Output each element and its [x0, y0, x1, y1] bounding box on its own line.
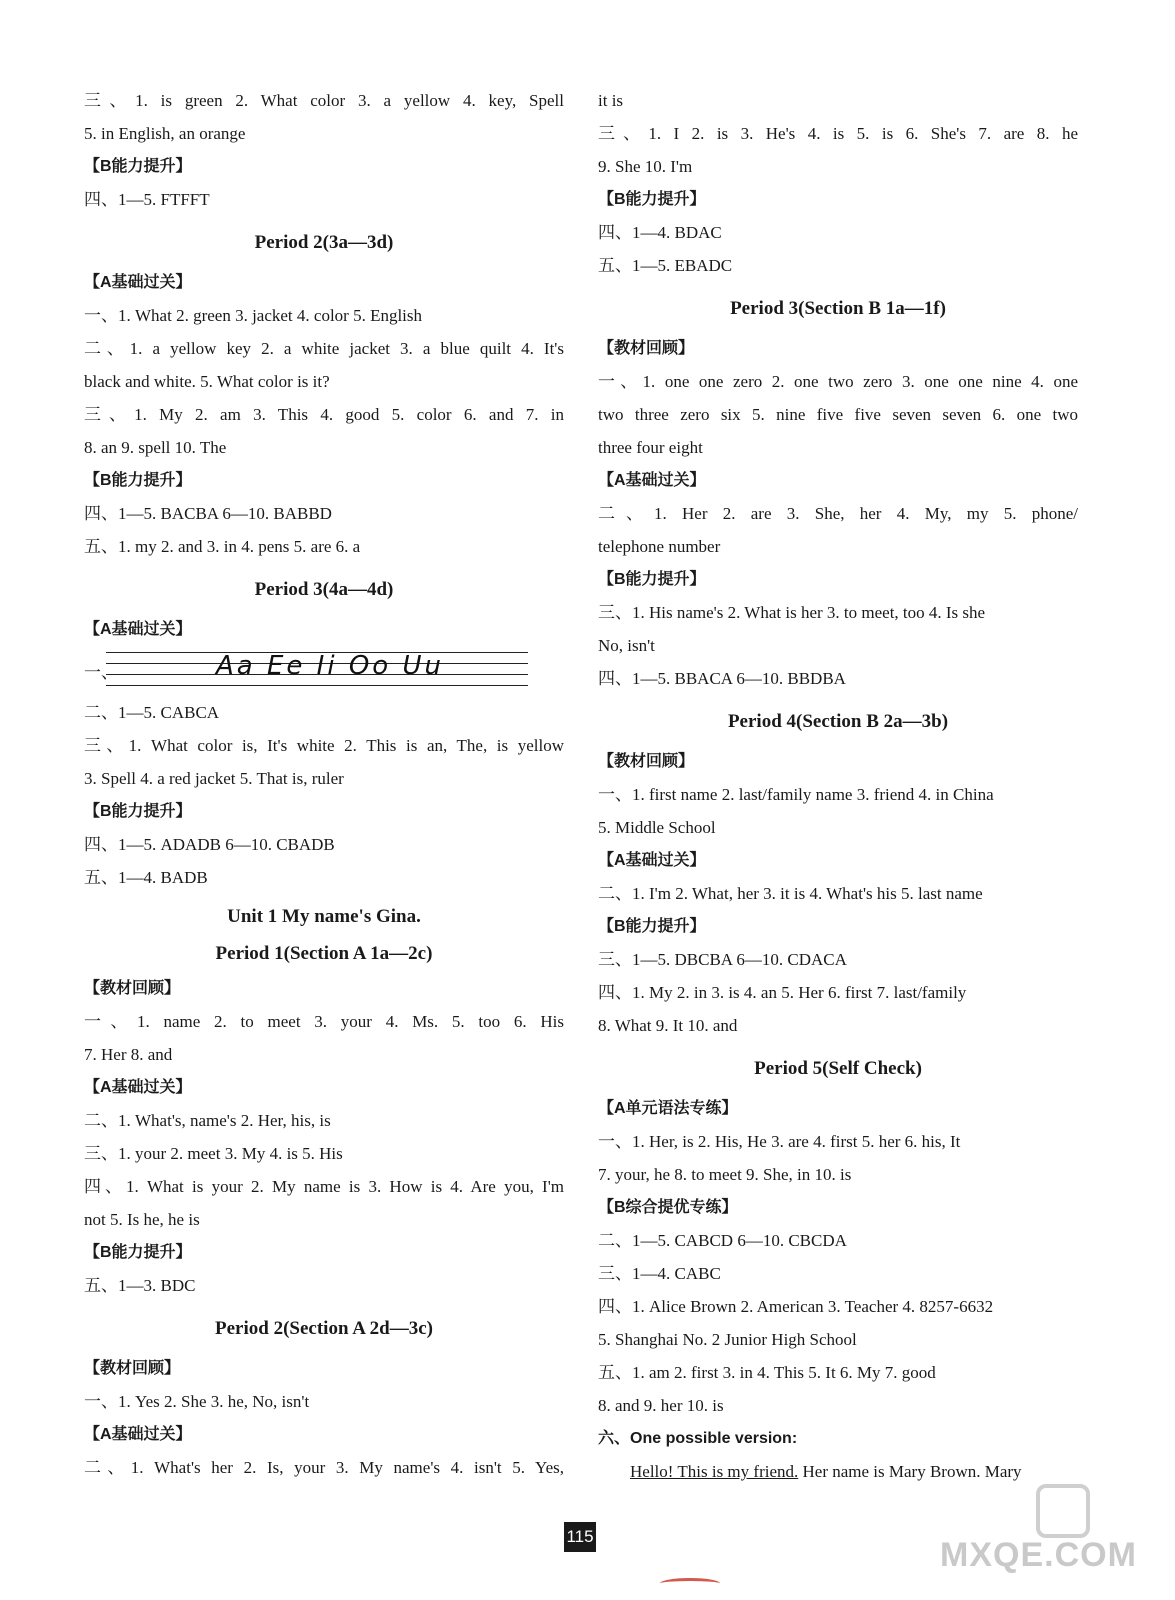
- answer-line: black and white. 5. What color is it?: [84, 372, 330, 391]
- right-column: [598, 84, 1078, 1488]
- answer-line: 7. Her 8. and: [84, 1045, 173, 1064]
- handwritten-vowels: Aa Ee Ii Oo Uu: [216, 651, 444, 681]
- section-label: 【B能力提升】: [84, 158, 192, 175]
- section-label: 【B能力提升】: [598, 191, 706, 208]
- answer-line: 5. Shanghai No. 2 Junior High School: [598, 1330, 857, 1349]
- section-label: 【教材回顾】: [84, 1360, 181, 1377]
- answer-line: 四、1—5. FTFFT: [84, 190, 210, 209]
- answer-line: 四、1—5. BACBA 6—10. BABBD: [84, 504, 332, 523]
- section-label: 【B能力提升】: [598, 918, 706, 935]
- answer-line: 五、1. am 2. first 3. in 4. This 5. It 6. My 7. good: [598, 1363, 936, 1382]
- answer-line: not 5. Is he, he is: [84, 1210, 200, 1229]
- answer-line: 二、1—5. CABCA: [84, 703, 220, 722]
- answer-line: 8. an 9. spell 10. The: [84, 438, 227, 457]
- period-heading: Period 3(4a—4d): [254, 579, 394, 600]
- answer-line: 四、1—4. BDAC: [598, 223, 722, 242]
- answer-line: 三、1—4. CABC: [598, 1264, 721, 1283]
- watermark: [940, 1484, 1160, 1584]
- answer-line: 三、1. I 2. is 3. He's 4. is 5. is 6. She's 7. are 8. he: [598, 124, 1078, 143]
- period-heading: Period 2(Section A 2d—3c): [215, 1318, 433, 1339]
- section-label: 【教材回顾】: [84, 980, 181, 997]
- answer-line: 3. Spell 4. a red jacket 5. That is, ruler: [84, 769, 344, 788]
- answer-line: 三、1. your 2. meet 3. My 4. is 5. His: [84, 1144, 343, 1163]
- answer-line: 5. Middle School: [598, 818, 716, 837]
- section-label: 【A基础过关】: [84, 274, 192, 291]
- answer-line: 二、1. I'm 2. What, her 3. it is 4. What's his 5. last name: [598, 884, 983, 903]
- section-label: 【教材回顾】: [598, 340, 695, 357]
- answer-line: 五、1—5. EBADC: [598, 256, 733, 275]
- section-label: 【A基础过关】: [84, 1426, 192, 1443]
- left-column: [84, 84, 564, 1484]
- answer-line: 二、1. What's her 2. Is, your 3. My name's 4. isn't 5. Yes,: [84, 1458, 564, 1477]
- answer-line: 一、1. one one zero 2. one two zero 3. one one nine 4. one: [598, 372, 1078, 391]
- answer-line: 二、1. a yellow key 2. a white jacket 3. a blue quilt 4. It's: [84, 339, 564, 358]
- handwriting-guide-lines: [106, 652, 528, 686]
- period-heading: Period 5(Self Check): [754, 1058, 922, 1079]
- section-label: 【A基础过关】: [84, 1079, 192, 1096]
- answer-line: 一、1. name 2. to meet 3. your 4. Ms. 5. too 6. His: [84, 1012, 564, 1031]
- answer-line: 9. She 10. I'm: [598, 157, 693, 176]
- handwriting-row: [84, 646, 564, 696]
- answer-line: 三、1. His name's 2. What is her 3. to meet, too 4. Is she: [598, 603, 986, 622]
- section-label: 六、One possible version:: [598, 1430, 798, 1447]
- answer-line: 五、1. my 2. and 3. in 4. pens 5. are 6. a: [84, 537, 361, 556]
- period-heading: Period 1(Section A 1a—2c): [215, 943, 433, 964]
- period-heading: Period 4(Section B 2a—3b): [727, 711, 949, 732]
- answer-line: 五、1—3. BDC: [84, 1276, 196, 1295]
- section-label: 【A单元语法专练】: [598, 1100, 738, 1117]
- answer-line: 四、1. What is your 2. My name is 3. How is 4. Are you, I'm: [84, 1177, 564, 1196]
- answer-line: 一、1. Yes 2. She 3. he, No, isn't: [84, 1392, 310, 1411]
- answer-line: 8. and 9. her 10. is: [598, 1396, 724, 1415]
- essay-text: Her name is Mary Brown. Mary: [798, 1462, 1022, 1481]
- answer-line: 三、1. is green 2. What color 3. a yellow 4. key, Spell: [84, 91, 564, 110]
- answer-line: 二、1. What's, name's 2. Her, his, is: [84, 1111, 331, 1130]
- answer-line: 二、1. Her 2. are 3. She, her 4. My, my 5. phone/: [598, 504, 1078, 523]
- answer-line: 四、1—5. ADADB 6—10. CBADB: [84, 835, 335, 854]
- watermark-text: MXQE.COM: [940, 1536, 1137, 1574]
- answer-line: 8. What 9. It 10. and: [598, 1016, 738, 1035]
- answer-line: it is: [598, 91, 624, 110]
- watermark-logo-icon: [1036, 1484, 1090, 1538]
- answer-line: 7. your, he 8. to meet 9. She, in 10. is: [598, 1165, 852, 1184]
- answer-line: 四、1—5. BBACA 6—10. BBDBA: [598, 669, 846, 688]
- period-heading: Period 2(3a—3d): [254, 232, 394, 253]
- answer-line: 一、1. What 2. green 3. jacket 4. color 5. English: [84, 306, 423, 325]
- section-label: 【A基础过关】: [84, 621, 192, 638]
- section-label: 【B能力提升】: [84, 803, 192, 820]
- answer-line: 一、1. first name 2. last/family name 3. friend 4. in China: [598, 785, 994, 804]
- answer-line: No, isn't: [598, 636, 655, 655]
- answer-line: 二、1—5. CABCD 6—10. CBCDA: [598, 1231, 847, 1250]
- section-label: 【B综合提优专练】: [598, 1199, 738, 1216]
- page-number: 115: [564, 1522, 596, 1552]
- answer-line: 5. in English, an orange: [84, 124, 246, 143]
- essay-underlined: Hello! This is my friend.: [630, 1462, 799, 1481]
- answer-line: three four eight: [598, 438, 703, 457]
- section-label: 【A基础过关】: [598, 852, 706, 869]
- section-label: 【A基础过关】: [598, 472, 706, 489]
- period-heading: Period 3(Section B 1a—1f): [730, 298, 946, 319]
- item-number: 一、: [84, 663, 118, 682]
- answer-line: 四、1. Alice Brown 2. American 3. Teacher 4. 8257-6632: [598, 1297, 994, 1316]
- guide-rule: [106, 685, 528, 686]
- section-label: 【B能力提升】: [84, 472, 192, 489]
- section-label: 【B能力提升】: [598, 571, 706, 588]
- section-label: 【教材回顾】: [598, 753, 695, 770]
- answer-line: 五、1—4. BADB: [84, 868, 208, 887]
- section-label: 【B能力提升】: [84, 1244, 192, 1261]
- answer-line: 一、1. Her, is 2. His, He 3. are 4. first 5. her 6. his, It: [598, 1132, 961, 1151]
- decorative-mark: [660, 1578, 720, 1589]
- answer-line: two three zero six 5. nine five five seven seven 6. one two: [598, 405, 1078, 424]
- answer-line: 四、1. My 2. in 3. is 4. an 5. Her 6. first 7. last/family: [598, 983, 967, 1002]
- answer-line: telephone number: [598, 537, 721, 556]
- answer-line: 三、1. What color is, It's white 2. This is an, The, is yellow: [84, 736, 564, 755]
- unit-title: Unit 1 My name's Gina.: [227, 906, 421, 927]
- answer-line: 三、1. My 2. am 3. This 4. good 5. color 6. and 7. in: [84, 405, 564, 424]
- answer-line: 三、1—5. DBCBA 6—10. CDACA: [598, 950, 847, 969]
